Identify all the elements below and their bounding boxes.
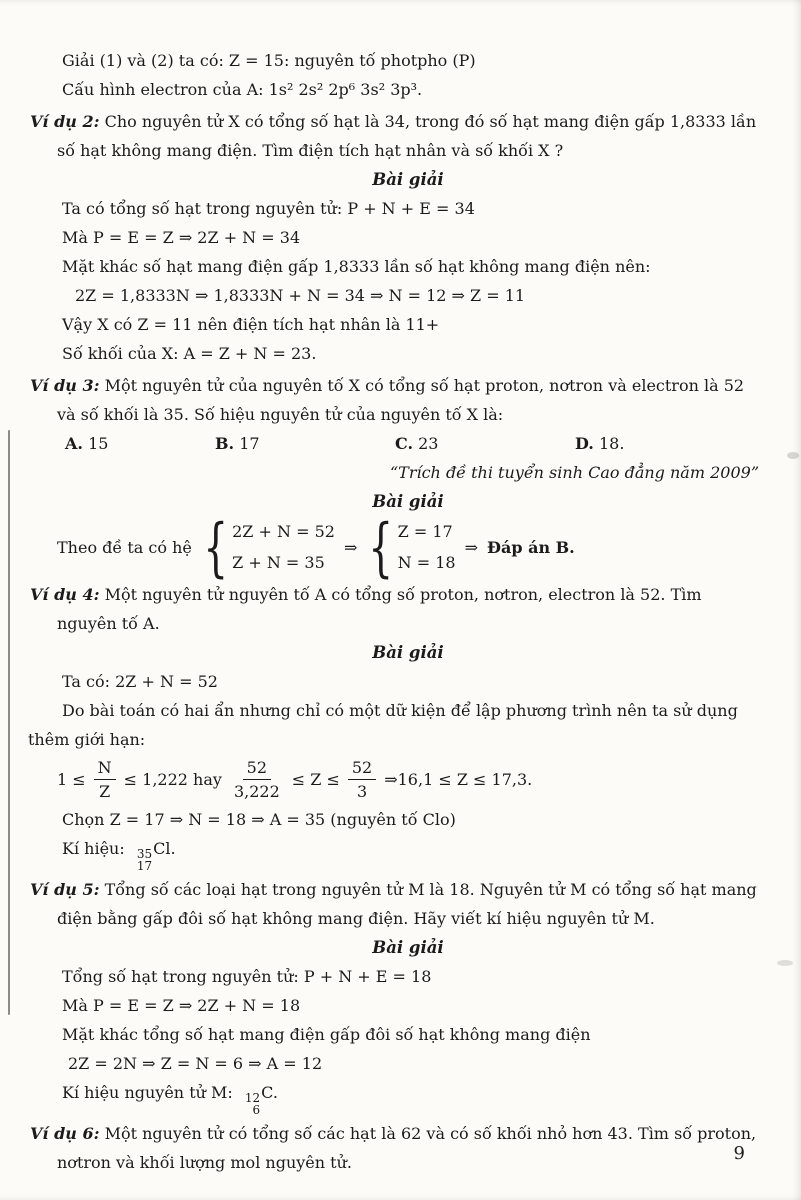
example-3-statement bbox=[30, 371, 759, 429]
solution-line: Ta có tổng số hạt trong nguyên tử: P + N + E = 34 bbox=[62, 199, 475, 218]
scan-artifact-line bbox=[8, 430, 10, 1015]
equation-stack bbox=[232, 517, 335, 577]
element-symbol: C. bbox=[261, 1083, 278, 1102]
solution-line: Mặt khác số hạt mang điện gấp 1,8333 lần số hạt không mang điện nên: bbox=[62, 257, 651, 276]
exam-source-citation: “Trích đề thi tuyển sinh Cao đẳng năm 2009” bbox=[389, 463, 759, 482]
solution-heading: Bài giải bbox=[372, 938, 444, 957]
example-3-label: Ví dụ 3: bbox=[30, 376, 100, 395]
electron-config-line: Cấu hình electron của A: 1s² 2s² 2p⁶ 3s² 3p³. bbox=[62, 80, 423, 99]
notation-label: Kí hiệu: bbox=[62, 839, 125, 858]
equation-line: Z = 17 bbox=[397, 522, 453, 541]
atomic-number: 17 bbox=[136, 859, 153, 873]
notation-line bbox=[57, 834, 759, 872]
solution-heading: Bài giải bbox=[372, 492, 444, 511]
option-d bbox=[575, 429, 624, 458]
option-c-value: 23 bbox=[418, 434, 439, 453]
left-brace-symbol: { bbox=[203, 509, 228, 585]
nuclide-numbers bbox=[132, 848, 152, 872]
scan-artifact-smudge bbox=[777, 960, 793, 966]
equation-stack bbox=[398, 517, 456, 577]
mass-number: 35 bbox=[136, 847, 153, 861]
solution-line: Chọn Z = 17 ⇒ N = 18 ⇒ A = 35 (nguyên tố Clo) bbox=[62, 810, 456, 829]
element-symbol: Cl. bbox=[153, 839, 176, 858]
atomic-number: 6 bbox=[252, 1103, 261, 1117]
example-6-statement bbox=[30, 1119, 759, 1177]
fraction-numerator: 52 bbox=[348, 756, 376, 780]
solution-heading: Bài giải bbox=[372, 170, 444, 189]
inequality-text: 1 ≤ bbox=[57, 770, 86, 789]
equation-system bbox=[201, 509, 335, 585]
equation-line: 2Z + N = 52 bbox=[232, 522, 335, 541]
option-a bbox=[65, 429, 215, 458]
example-5-statement bbox=[30, 875, 759, 933]
solution-line: Mà P = E = Z ⇒ 2Z + N = 34 bbox=[62, 228, 301, 247]
option-b-value: 17 bbox=[239, 434, 260, 453]
example-5-text: Tổng số các loại hạt trong nguyên tử M là 18. Nguyên tử M có tổng số hạt mang điện bằng gấp đôi số hạt không mang điện. Hãy viết kí hiệu nguyên tử M. bbox=[57, 880, 757, 928]
nuclide-numbers bbox=[240, 1092, 260, 1116]
solution-line: Mà P = E = Z ⇒ 2Z + N = 18 bbox=[62, 996, 301, 1015]
option-d-letter: D. bbox=[575, 434, 594, 453]
example-6-label: Ví dụ 6: bbox=[30, 1124, 100, 1143]
equation-line: 2Z = 2N ⇒ Z = N = 6 ⇒ A = 12 bbox=[68, 1054, 323, 1073]
fraction-denominator: Z bbox=[99, 782, 111, 801]
equation-line: Z + N = 35 bbox=[232, 553, 325, 572]
fraction-numerator: 52 bbox=[243, 756, 271, 780]
notation-line bbox=[57, 1078, 759, 1116]
option-a-value: 15 bbox=[88, 434, 109, 453]
example-4-label: Ví dụ 4: bbox=[30, 585, 100, 604]
fraction-denominator: 3,222 bbox=[233, 782, 280, 801]
solution-line: Ta có: 2Z + N = 52 bbox=[62, 672, 218, 691]
page-number: 9 bbox=[733, 1143, 745, 1164]
example-4-text: Một nguyên tử nguyên tố A có tổng số proton, nơtron, electron là 52. Tìm nguyên tố A. bbox=[57, 585, 702, 633]
solution-line: Mặt khác tổng số hạt mang điện gấp đôi số hạt không mang điện bbox=[62, 1025, 591, 1044]
scan-artifact-smudge bbox=[787, 452, 799, 459]
implies-arrow: ⇒ bbox=[464, 537, 478, 557]
answer-options-row bbox=[57, 429, 759, 458]
inequality-line bbox=[57, 756, 759, 803]
equation-system-line bbox=[57, 509, 759, 585]
option-a-letter: A. bbox=[65, 434, 83, 453]
implies-arrow: ⇒ bbox=[343, 537, 358, 557]
inequality-text: ≤ Z ≤ bbox=[291, 770, 340, 789]
left-brace-symbol: { bbox=[368, 509, 394, 585]
fraction-denominator: 3 bbox=[356, 782, 368, 801]
example-5-label: Ví dụ 5: bbox=[30, 880, 100, 899]
option-c bbox=[395, 429, 575, 458]
fraction-numerator: N bbox=[94, 756, 116, 780]
fraction bbox=[230, 756, 284, 803]
mass-number: 12 bbox=[244, 1091, 261, 1105]
equation-system bbox=[366, 509, 456, 585]
example-2-text: Cho nguyên tử X có tổng số hạt là 34, trong đó số hạt mang điện gấp 1,8333 lần số hạt không mang điện. Tìm điện tích hạt nhân và số khối X ? bbox=[57, 112, 757, 160]
example-4-statement bbox=[30, 580, 759, 638]
option-d-value: 18. bbox=[598, 434, 625, 453]
option-b bbox=[215, 429, 395, 458]
answer-text: Đáp án B. bbox=[486, 537, 575, 557]
example-2-statement bbox=[30, 107, 759, 165]
notation-label: Kí hiệu nguyên tử M: bbox=[62, 1083, 233, 1102]
option-c-letter: C. bbox=[395, 434, 414, 453]
solution-line: Giải (1) và (2) ta có: Z = 15: nguyên tố photpho (P) bbox=[62, 51, 476, 70]
fraction bbox=[94, 756, 116, 803]
system-intro-text: Theo đề ta có hệ bbox=[57, 537, 192, 557]
equation-line: 2Z = 1,8333N ⇒ 1,8333N + N = 34 ⇒ N = 12 ⇒ Z = 11 bbox=[75, 286, 526, 305]
option-b-letter: B. bbox=[215, 434, 235, 453]
solution-line: Số khối của X: A = Z + N = 23. bbox=[62, 344, 317, 363]
solution-line: Tổng số hạt trong nguyên tử: P + N + E = 18 bbox=[62, 967, 432, 986]
inequality-text: ⇒16,1 ≤ Z ≤ 17,3. bbox=[384, 770, 533, 789]
example-2-label: Ví dụ 2: bbox=[30, 112, 100, 131]
example-6-text: Một nguyên tử có tổng số các hạt là 62 và có số khối nhỏ hơn 43. Tìm số proton, nơtron và khối lượng mol nguyên tử. bbox=[57, 1124, 757, 1172]
solution-line: Do bài toán có hai ẩn nhưng chỉ có một dữ kiện để lập phương trình nên ta sử dụng thêm giới hạn: bbox=[28, 701, 738, 749]
solution-heading: Bài giải bbox=[372, 643, 444, 662]
equation-line: N = 18 bbox=[397, 553, 456, 572]
inequality-text: ≤ 1,222 hay bbox=[123, 770, 222, 789]
solution-line: Vậy X có Z = 11 nên điện tích hạt nhân là 11+ bbox=[62, 315, 440, 334]
example-3-text: Một nguyên tử của nguyên tố X có tổng số hạt proton, nơtron và electron là 52 và số khối là 35. Số hiệu nguyên tử của nguyên tố X là: bbox=[57, 376, 745, 424]
fraction bbox=[348, 756, 376, 803]
